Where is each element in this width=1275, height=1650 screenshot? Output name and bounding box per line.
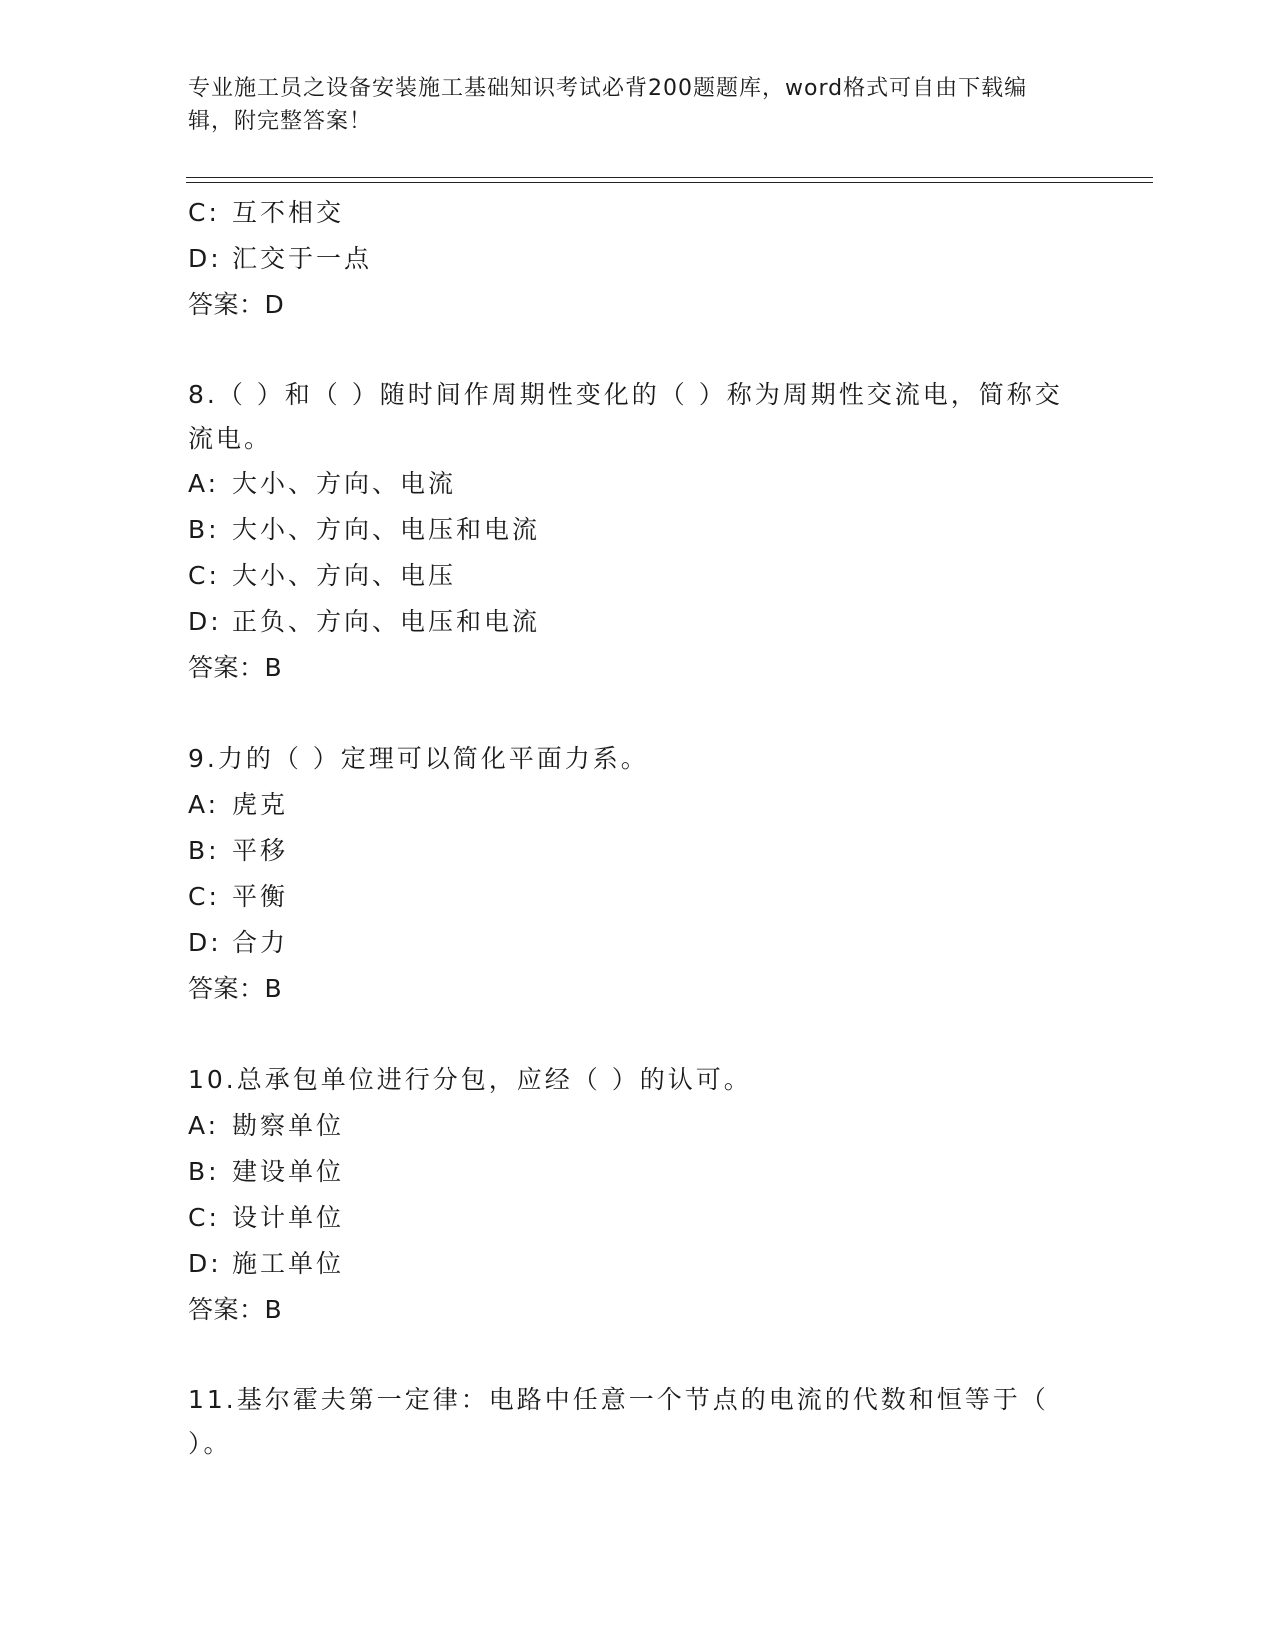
document-header: 专业施工员之设备安装施工基础知识考试必背200题题库，word格式可自由下载编辑，附完整答案！ <box>188 76 1028 134</box>
option-b <box>188 1149 1088 1195</box>
option-text: 平衡 <box>232 882 289 911</box>
question-stem: 10.总承包单位进行分包，应经（ ）的认可。 <box>188 1065 752 1094</box>
answer-line: 答案：B <box>188 1295 283 1324</box>
option-text: 大小、方向、电压 <box>232 561 457 590</box>
option-label: B: <box>188 1157 220 1186</box>
option-label: D: <box>188 607 222 636</box>
option-text: 设计单位 <box>232 1203 345 1232</box>
question-list <box>188 190 1088 1466</box>
option-label: D: <box>188 1249 222 1278</box>
option-label: B: <box>188 515 220 544</box>
option-text: 平移 <box>232 836 289 865</box>
option-d <box>188 1241 1088 1287</box>
option-label: C: <box>188 198 220 227</box>
answer-line: 答案：B <box>188 653 283 682</box>
question-stem: 9.力的（ ）定理可以简化平面力系。 <box>188 744 649 773</box>
option-a <box>188 1103 1088 1149</box>
option-c <box>188 553 1088 599</box>
option-text: 大小、方向、电流 <box>232 469 457 498</box>
option-text: 建设单位 <box>232 1157 345 1186</box>
option-text: 虎克 <box>232 790 289 819</box>
option-label: C: <box>188 561 220 590</box>
option-d <box>188 920 1088 966</box>
question-stem: 11.基尔霍夫第一定律：电路中任意一个节点的电流的代数和恒等于（ ）。 <box>188 1385 1049 1458</box>
option-c <box>188 874 1088 920</box>
option-label: A: <box>188 790 220 819</box>
header-divider-top <box>186 177 1153 178</box>
option-label: C: <box>188 882 220 911</box>
option-c <box>188 190 1088 236</box>
option-d <box>188 236 1088 282</box>
option-text: 互不相交 <box>232 198 345 227</box>
option-label: A: <box>188 1111 220 1140</box>
answer-line: 答案：D <box>188 290 285 319</box>
option-label: D: <box>188 244 222 273</box>
option-text: 勘察单位 <box>232 1111 345 1140</box>
option-a <box>188 782 1088 828</box>
option-d <box>188 599 1088 645</box>
option-a <box>188 461 1088 507</box>
option-text: 施工单位 <box>232 1249 345 1278</box>
question-stem: 8.（ ）和（ ）随时间作周期性变化的（ ）称为周期性交流电，简称交流电。 <box>188 380 1063 453</box>
option-text: 正负、方向、电压和电流 <box>232 607 541 636</box>
option-b <box>188 828 1088 874</box>
option-text: 合力 <box>232 928 289 957</box>
option-text: 汇交于一点 <box>232 244 373 273</box>
option-text: 大小、方向、电压和电流 <box>232 515 541 544</box>
option-label: B: <box>188 836 220 865</box>
answer-line: 答案：B <box>188 974 283 1003</box>
option-b <box>188 507 1088 553</box>
option-label: A: <box>188 469 220 498</box>
option-c <box>188 1195 1088 1241</box>
option-label: C: <box>188 1203 220 1232</box>
header-divider-bottom <box>186 182 1153 183</box>
option-label: D: <box>188 928 222 957</box>
